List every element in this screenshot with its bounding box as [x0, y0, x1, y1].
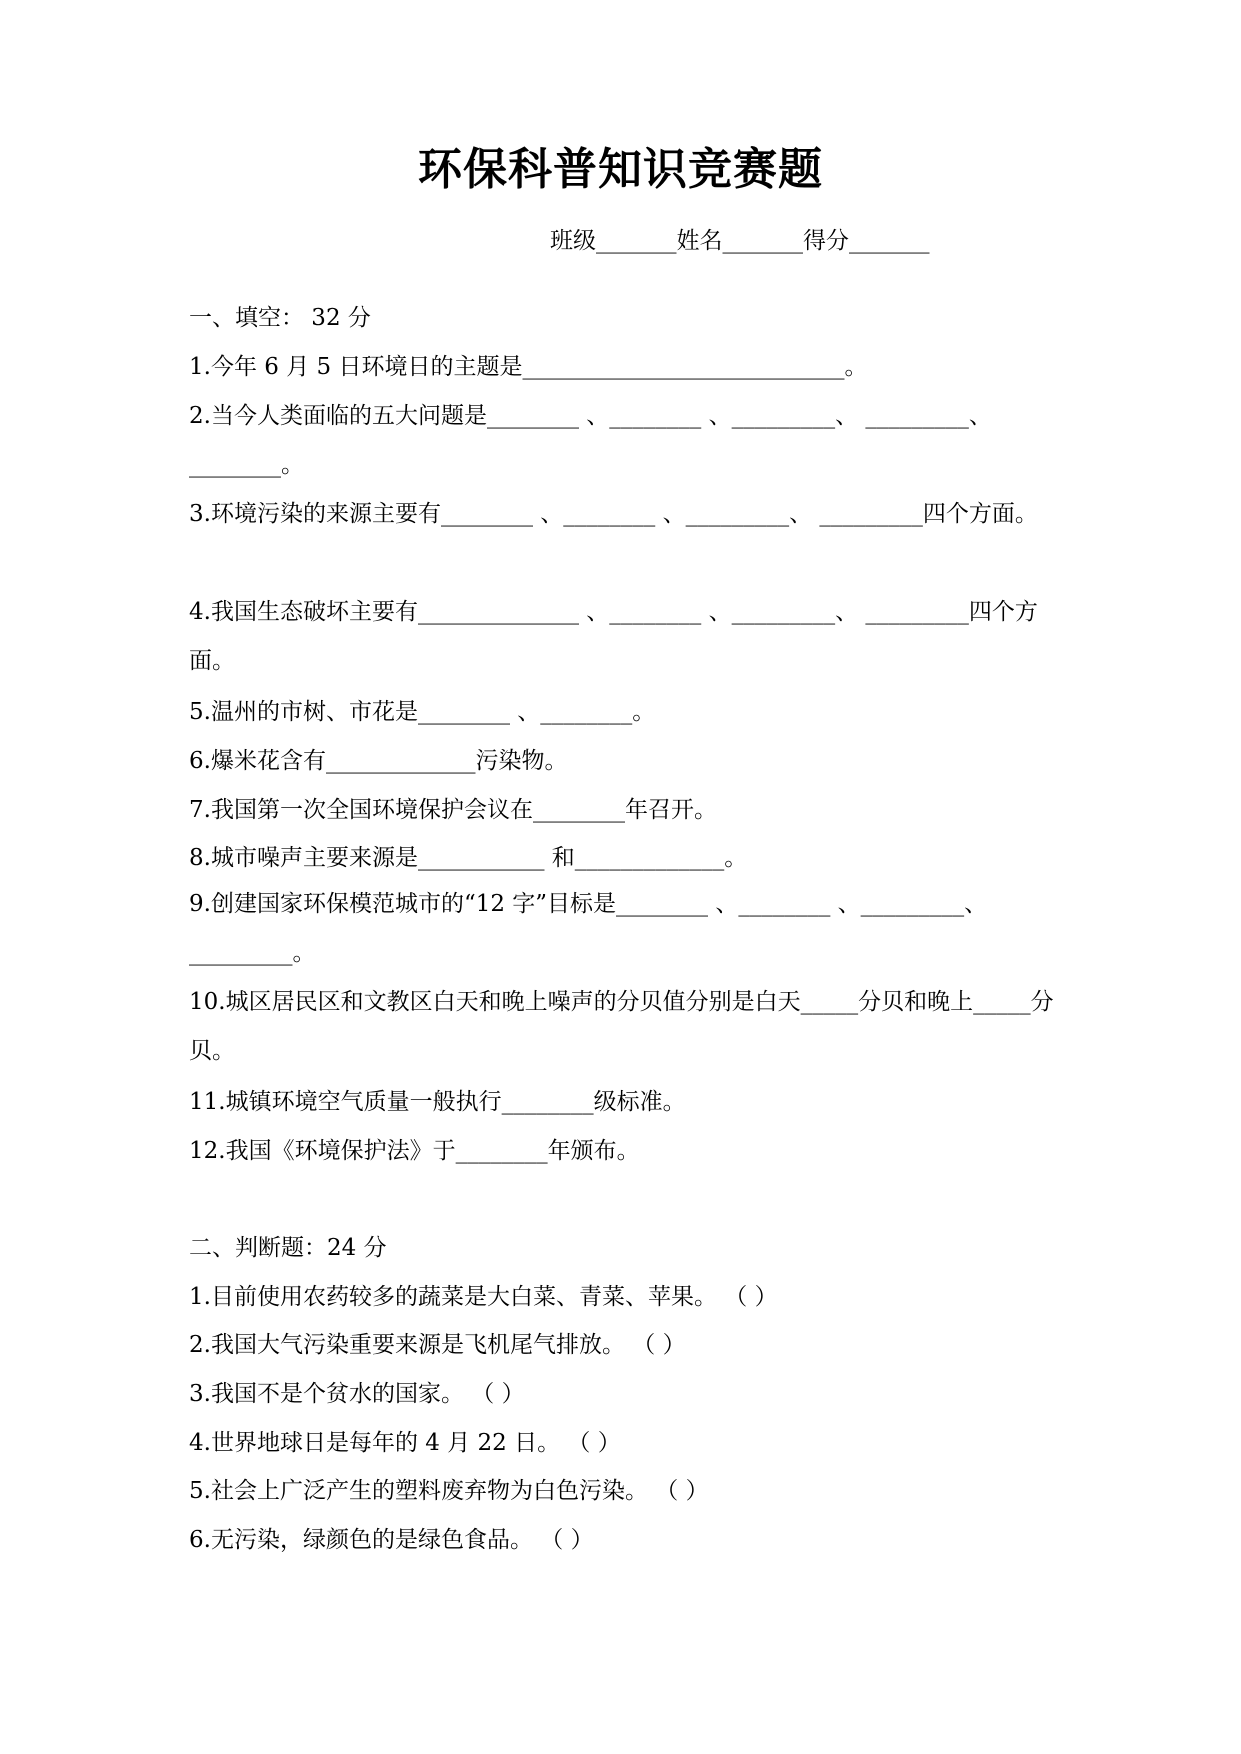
question-1-7: 7.我国第一次全国环境保护会议在________年召开。	[189, 797, 717, 823]
question-2-3: 3.我国不是个贫水的国家。 （ ）	[189, 1381, 525, 1407]
question-1-11: 11.城镇环境空气质量一般执行________级标准。	[189, 1089, 686, 1115]
question-2-2: 2.我国大气污染重要来源是飞机尾气排放。 （ ）	[189, 1332, 686, 1358]
question-1-3: 3.环境污染的来源主要有________ 、________ 、_________、 _________四个方面。	[189, 501, 1038, 527]
question-1-6: 6.爆米花含有_____________污染物。	[189, 748, 568, 774]
section-2-heading: 二、判断题：24 分	[189, 1235, 387, 1261]
question-2-4: 4.世界地球日是每年的 4 月 22 日。 （ ）	[189, 1430, 621, 1456]
question-1-12: 12.我国《环境保护法》于________年颁布。	[189, 1138, 640, 1164]
section-1-heading: 一、填空： 32 分	[189, 305, 371, 331]
question-1-4: 4.我国生态破坏主要有______________ 、________ 、_________、 _________四个方面。	[189, 599, 1038, 674]
question-1-9: 9.创建国家环保模范城市的“12 字”目标是________ 、________ 、_________、 _________。	[189, 891, 988, 966]
question-2-6: 6.无污染，绿颜色的是绿色食品。 （ ）	[189, 1527, 594, 1553]
page-title: 环保科普知识竞赛题	[418, 144, 823, 195]
question-1-2: 2.当今人类面临的五大问题是________ 、________ 、_________、 _________、 ________。	[189, 403, 992, 478]
student-info-line: 班级_______姓名_______得分_______	[550, 228, 930, 254]
question-2-5: 5.社会上广泛产生的塑料废弃物为白色污染。 （ ）	[189, 1478, 709, 1504]
question-1-1: 1.今年 6 月 5 日环境日的主题是____________________________。	[189, 354, 868, 380]
question-2-1: 1.目前使用农药较多的蔬菜是大白菜、青菜、苹果。 （ ）	[189, 1284, 778, 1310]
question-1-10: 10.城区居民区和文教区白天和晚上噪声的分贝值分别是白天_____分贝和晚上_____分贝。	[189, 989, 1054, 1064]
question-1-8: 8.城市噪声主要来源是___________ 和_____________。	[189, 845, 748, 871]
question-1-5: 5.温州的市树、市花是________ 、________。	[189, 699, 656, 725]
